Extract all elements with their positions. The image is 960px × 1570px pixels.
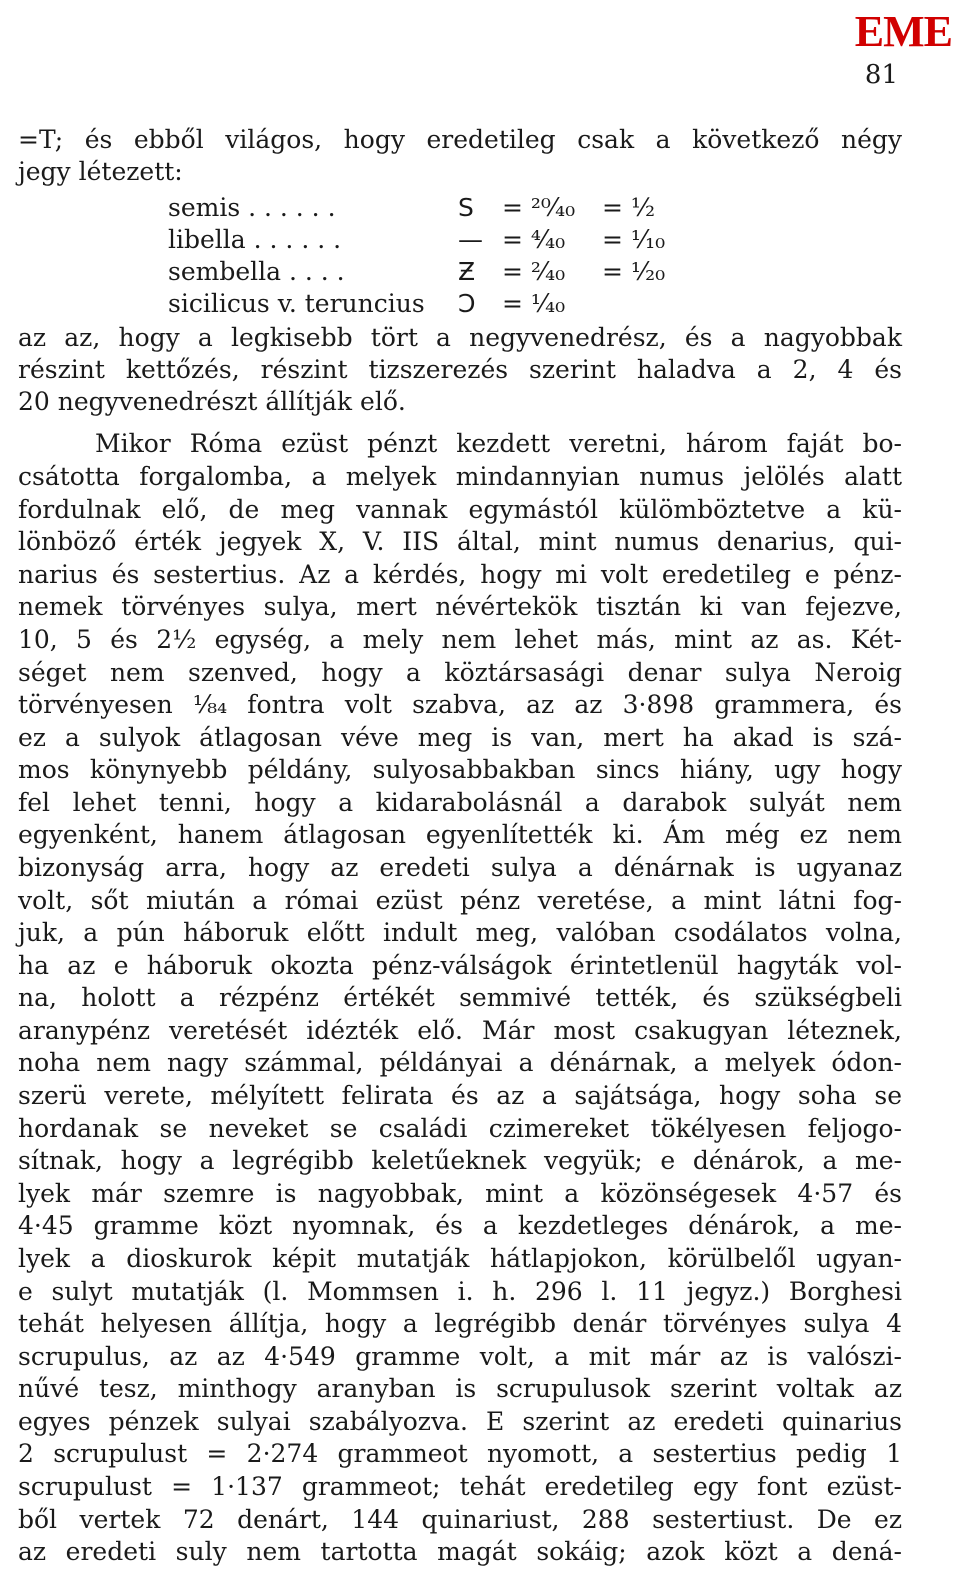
coin-name: sicilicus v. teruncius [168, 289, 425, 318]
fraction-forty: = ¹⁄₄₀ [502, 289, 566, 318]
text-line: ez a sulyok átlagosan véve meg is van, mert ha akad is szá- [18, 722, 902, 752]
text-line: lyek a dioskurok képit mutatják hátlapjokon, körülbelől ugyan- [18, 1243, 902, 1273]
text-line: na, holott a rézpénz értékét semmivé tették, és szükségbeli [18, 983, 902, 1013]
text-line: lönböző érték jegyek X, V. IIS által, mint numus denarius, qui- [18, 527, 902, 557]
text-line: 10, 5 és 2½ egység, a mely nem lehet más, mint az as. Két- [18, 624, 902, 654]
text-line: sítnak, hogy a legrégibb keletűeknek vegyük; e dénárok, a me- [18, 1146, 902, 1176]
fraction-simple: = ¹⁄₁₀ [602, 225, 666, 254]
text-line: scrupulus, az az 4·549 gramme volt, a mit már az is valószi- [18, 1341, 902, 1371]
text-line: az az, hogy a legkisebb tört a negyvenedrész, és a nagyobbak [18, 323, 902, 352]
text-line: csátotta forgalomba, a melyek mindannyian numus jelölés alatt [18, 462, 902, 491]
text-line: hordanak se neveket se családi czimereket tökélyesen feljogo- [18, 1113, 902, 1143]
equation-row [168, 224, 665, 256]
text-line: 20 negyvenedrészt állítják elő. [18, 387, 406, 416]
text-line: ha az e háboruk okozta pénz-válságok érintetlenül hagyták vol- [18, 950, 902, 980]
fraction-forty: = ⁴⁄₄₀ [502, 225, 566, 254]
equation-row [168, 288, 602, 320]
fraction-simple: = ¹⁄₂₀ [602, 257, 666, 286]
text-line: tehát helyesen állítja, hogy a legrégibb denár törvényes sulya 4 [18, 1309, 902, 1339]
text-line: fel lehet tenni, hogy a kidarabolásnál a darabok sulyát nem [18, 787, 902, 817]
text-line: nűvé tesz, minthogy aranyban is scrupulusok szerint voltak az [18, 1374, 902, 1404]
equation-row [168, 192, 655, 224]
text-line: részint kettőzés, részint tizszerezés szerint haladva a 2, 4 és [18, 355, 902, 384]
text-line: mos könynyebb példány, sulyosabbakban sincs hiány, ugy hogy [18, 755, 902, 785]
text-line: nemek törvényes sulya, mert névértekök tisztán ki van fejezve, [18, 592, 902, 622]
text-line: juk, a pún háboruk előtt indult meg, valóban csodálatos volna, [18, 918, 902, 948]
text-line: 2 scrupulust = 2·274 grammeot nyomott, a sestertius pedig 1 [18, 1439, 902, 1469]
text-line: narius és sestertius. Az a kérdés, hogy mi volt eredetileg e pénz- [18, 559, 902, 589]
text-line: Mikor Róma ezüst pénzt kezdett veretni, három faját bo- [95, 429, 902, 458]
coin-symbol: — [458, 225, 483, 254]
text-line: volt, sőt miután a római ezüst pénz veretése, a mint látni fog- [18, 885, 902, 915]
text-line: aranypénz veretését idézték elő. Már most csakugyan léteznek, [18, 1015, 902, 1045]
text-line: törvényesen ¹⁄₈₄ fontra volt szabva, az az 3·898 grammera, és [18, 690, 902, 720]
coin-symbol: Ɔ [458, 289, 476, 318]
text-line: fordulnak elő, de meg vannak egymástól külömböztetve a kü- [18, 494, 902, 524]
equation-row [168, 256, 665, 288]
text-line: scrupulust = 1·137 grammeot; tehát eredetileg egy font ezüst- [18, 1472, 902, 1501]
text-line: egyenként, hanem átlagosan egyenlítették ki. Ám még ez nem [18, 820, 902, 850]
coin-name: semis . . . . . . [168, 193, 336, 222]
coin-symbol: S [458, 193, 474, 222]
text-line: =T; és ebből világos, hogy eredetileg csak a következő négy [18, 125, 902, 154]
coin-name: libella . . . . . . [168, 225, 342, 254]
text-line: szerü verete, mélyített felirata és az a sajátsága, hogy soha se [18, 1081, 902, 1110]
text-line: bizonyság arra, hogy az eredeti sulya a dénárnak is ugyanaz [18, 853, 902, 882]
fraction-forty: = ²⁄₄₀ [502, 257, 566, 286]
text-line: e sulyt mutatják (l. Mommsen i. h. 296 l. 11 jegyz.) Borghesi [18, 1276, 902, 1306]
text-line: egyes pénzek sulyai szabályozva. E szerint az eredeti quinarius [18, 1406, 902, 1436]
text-line: az eredeti suly nem tartotta magát sokáig; azok közt a dená- [18, 1537, 902, 1567]
coin-symbol: Ƶ [458, 257, 476, 286]
eme-logo: EME [854, 7, 952, 56]
text-line: séget nem szenved, hogy a köztársasági denar sulya Neroig [18, 657, 902, 687]
fraction-simple: = ½ [602, 193, 656, 222]
fraction-forty: = ²⁰⁄₄₀ [502, 193, 576, 222]
text-line: noha nem nagy számmal, példányai a dénárnak, a melyek ódon- [18, 1048, 902, 1078]
text-line: 4·45 gramme közt nyomnak, és a kezdetleges dénárok, a me- [18, 1211, 902, 1241]
page-number: 81 [864, 60, 898, 90]
text-line: jegy létezett: [18, 157, 183, 186]
text-line: lyek már szemre is nagyobbak, mint a közönségesek 4·57 és [18, 1178, 902, 1208]
text-line: ből vertek 72 denárt, 144 quinariust, 288 sestertiust. De ez [18, 1504, 902, 1534]
coin-name: sembella . . . . [168, 257, 345, 286]
